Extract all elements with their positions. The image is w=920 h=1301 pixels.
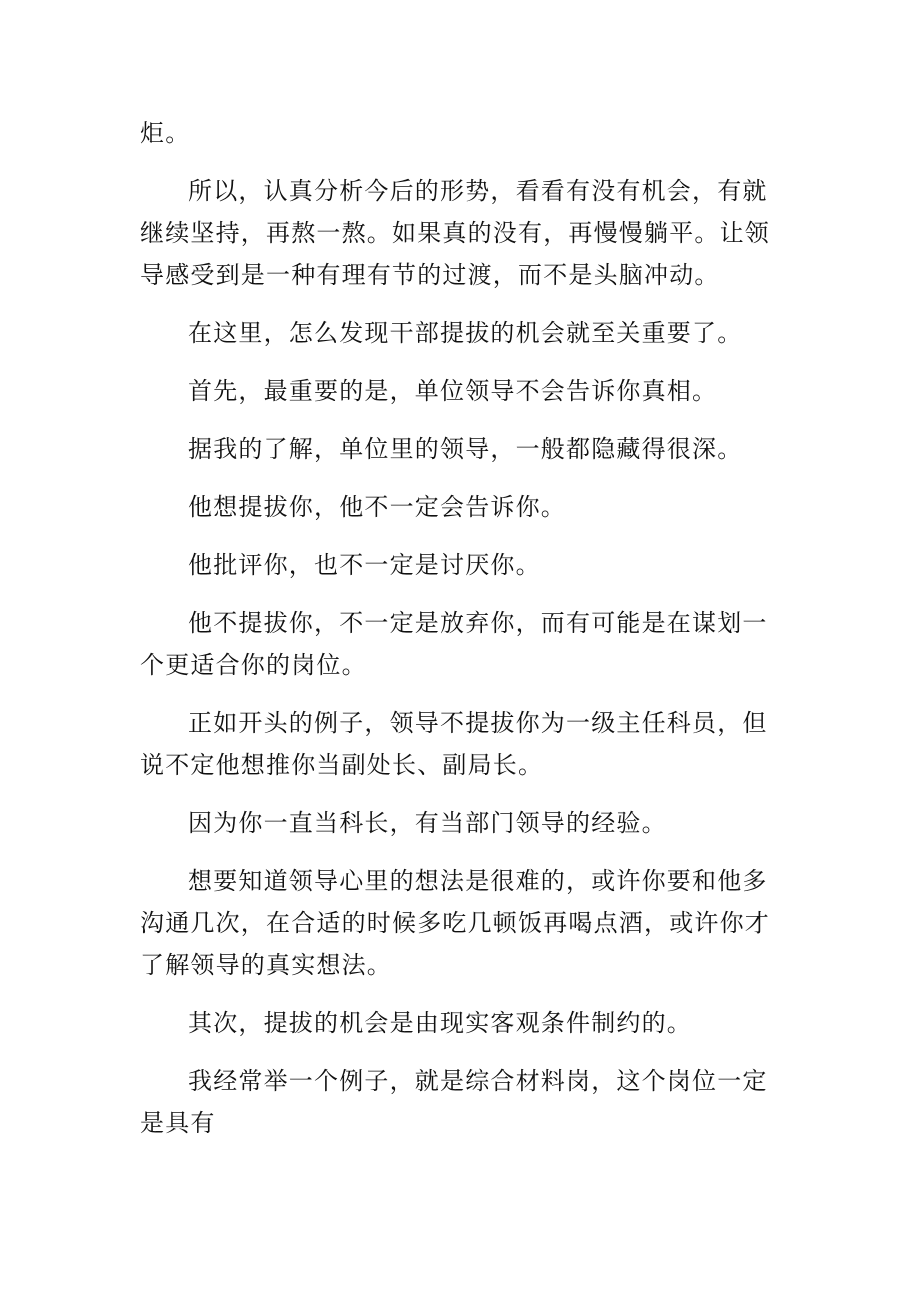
paragraph-11: 想要知道领导心里的想法是很难的，或许你要和他多沟通几次，在合适的时候多吃几顿饭再喝点酒，或许你才了解领导的真实想法。 (140, 867, 770, 979)
paragraph-1: 炬。 (140, 119, 191, 147)
paragraph-3: 在这里，怎么发现干部提拔的机会就至关重要了。 (188, 319, 743, 347)
paragraph-8: 他不提拔你，不一定是放弃你，而有可能是在谋划一个更适合你的岗位。 (140, 609, 768, 679)
paragraph-6: 他想提拔你，他不一定会告诉你。 (188, 493, 566, 521)
paragraph-2: 所以，认真分析今后的形势，看看有没有机会，有就继续坚持，再熬一熬。如果真的没有，再慢慢躺平。让领导感受到是一种有理有节的过渡，而不是头脑冲动。 (140, 177, 770, 289)
paragraph-10: 因为你一直当科长，有当部门领导的经验。 (188, 809, 667, 837)
paragraph-4: 首先，最重要的是，单位领导不会告诉你真相。 (188, 377, 718, 405)
paragraph-5: 据我的了解，单位里的领导，一般都隐藏得很深。 (188, 435, 743, 463)
paragraph-13: 我经常举一个例子，就是综合材料岗，这个岗位一定是具有 (140, 1067, 768, 1137)
paragraph-7: 他批评你，也不一定是讨厌你。 (188, 551, 541, 579)
paragraph-9: 正如开头的例子，领导不提拔你为一级主任科员，但说不定他想推你当副处长、副局长。 (140, 709, 768, 779)
paragraph-12: 其次，提拔的机会是由现实客观条件制约的。 (188, 1009, 692, 1037)
document-body (140, 112, 790, 1160)
